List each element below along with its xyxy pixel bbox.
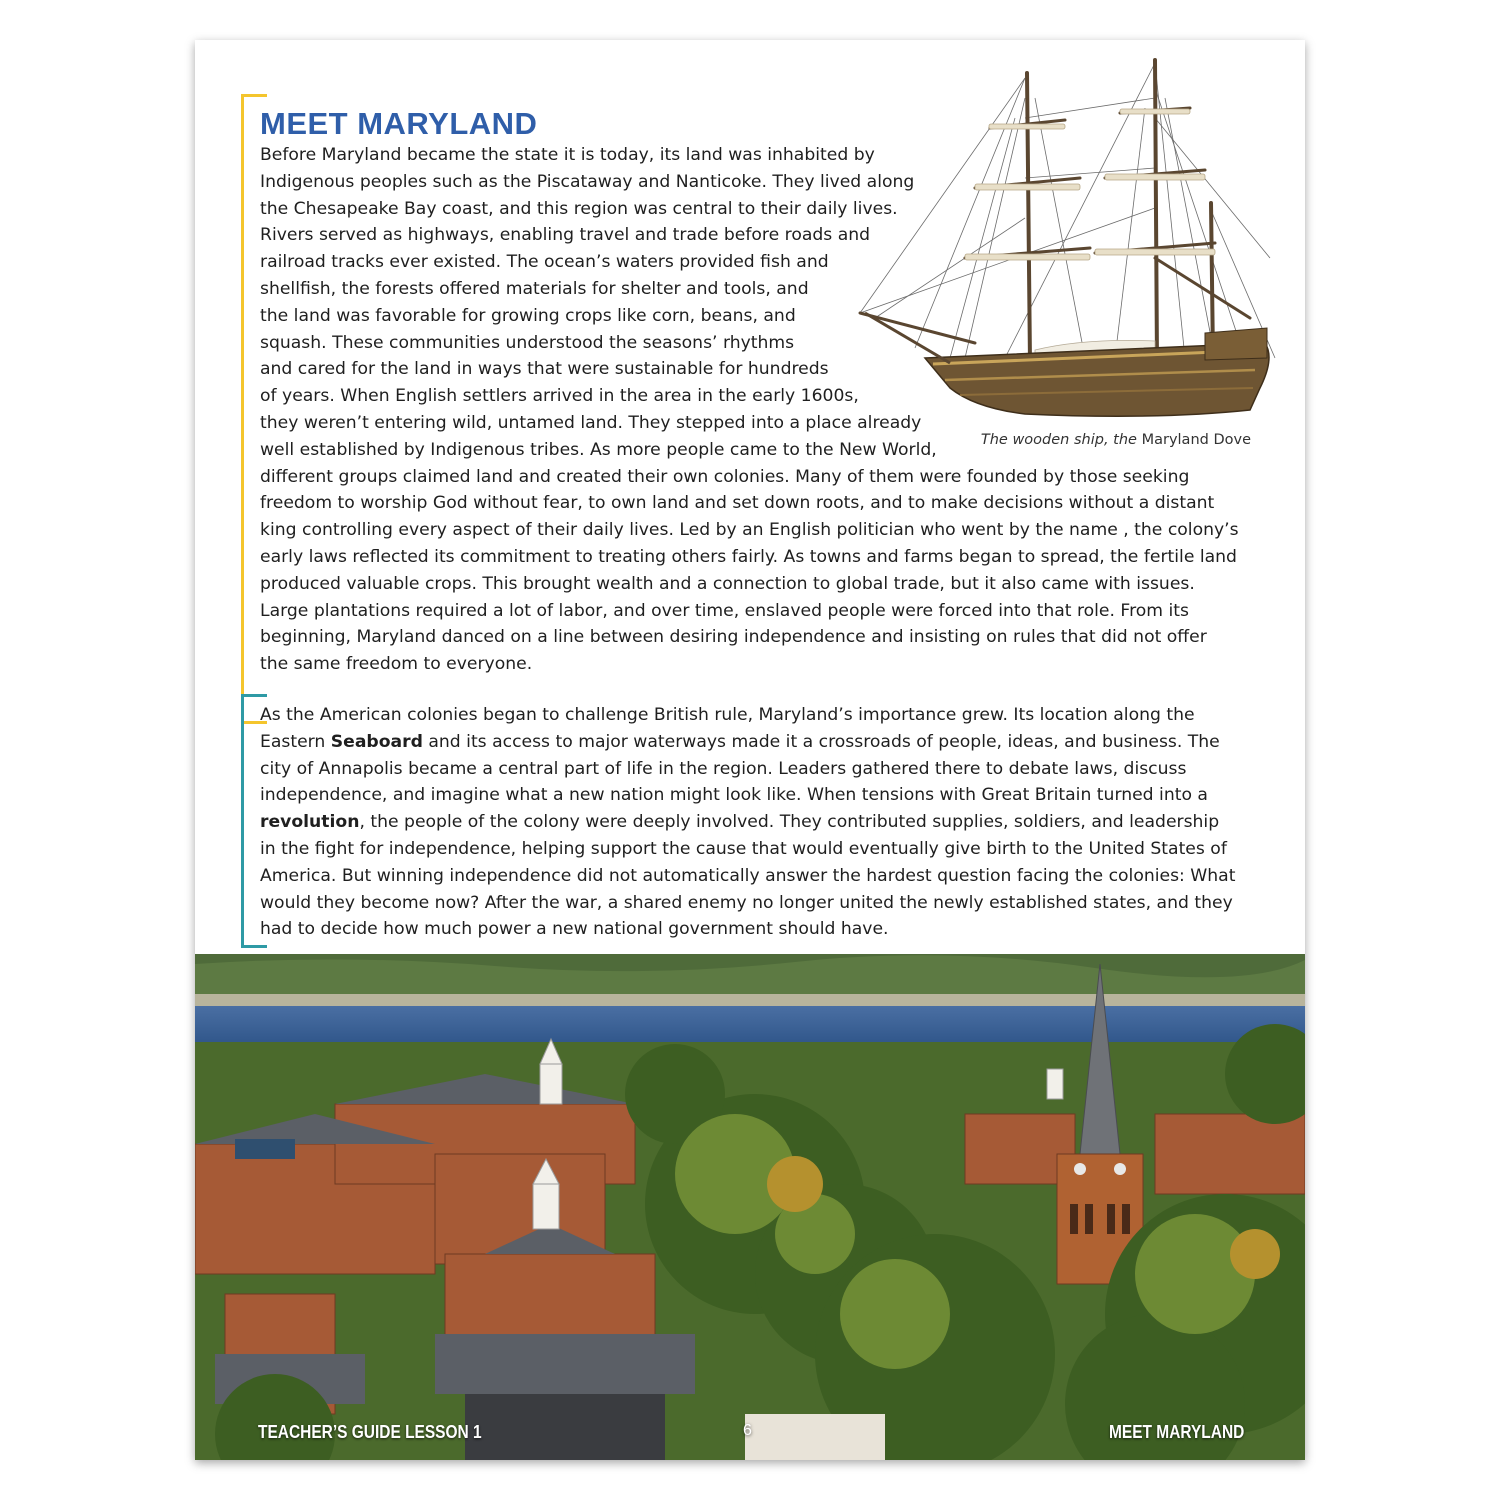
footer-section-label: MEET MARYLAND [1109,1422,1245,1442]
paragraph-1-line: king controlling every aspect of their daily lives. Led by an English politician who went by the name , the colony’s [260,520,1239,541]
paragraph-2-line: would they become now? After the war, a shared enemy no longer united the newly established states, and they [260,892,1233,913]
paragraph-1-line: beginning, Maryland danced on a line between desiring independence and insisting on rules that did not offer [260,627,1207,648]
paragraph-1-line: shellfish, the forests offered materials for shelter and tools, and [260,278,809,299]
paragraph-1-line: produced valuable crops. This brought wealth and a connection to global trade, but it also came with issues. [260,573,1195,594]
paragraph-2-line: had to decide how much power a new national government should have. [260,919,889,940]
page-number: 6 [743,1422,752,1439]
paragraph-1-line: early laws reflected its commitment to treating others fairly. As towns and farms began to spread, the fertile land [260,546,1237,567]
paragraph-1-line: railroad tracks ever existed. The ocean’s waters provided fish and [260,252,829,273]
footer-guide-label: TEACHER’S GUIDE LESSON 1 [258,1422,482,1442]
paragraph-2-line: America. But winning independence did not automatically answer the hardest question facing the colonies: What [260,865,1236,886]
paragraph-1-line: of years. When English settlers arrived in the area in the early 1600s, [260,386,859,407]
paragraph-1-line: squash. These communities understood the seasons’ rhythms [260,332,795,353]
paragraph-1-line: the land was favorable for growing crops like corn, beans, and [260,305,796,326]
page [195,40,1305,1460]
maryland-dove-ship-image [855,58,1280,428]
paragraph-1-line: well established by Indigenous tribes. As more people came to the New World, [260,439,937,460]
annapolis-aerial-photo [195,954,1305,1460]
paragraph-1-line: they weren’t entering wild, untamed land. They stepped into a place already [260,412,922,433]
paragraph-2-line: As the American colonies began to challenge British rule, Maryland’s importance grew. Its location along the [260,705,1195,725]
paragraph-1-line: and cared for the land in ways that were sustainable for hundreds [260,359,829,380]
paragraph-1-line: Before Maryland became the state it is today, its land was inhabited by [260,145,875,165]
ship-caption: The wooden ship, the Maryland Dove [980,432,1251,448]
paragraph-1-line: Indigenous peoples such as the Piscataway and Nanticoke. They lived along [260,171,915,192]
section-title: MEET MARYLAND [260,106,538,141]
term-revolution: revolution [260,812,360,833]
paragraph-1-line: different groups claimed land and created their own colonies. Many of them were founded by those seeking [260,466,1190,487]
paragraph-1-line: Rivers served as highways, enabling travel and trade before roads and [260,225,871,246]
paragraph-2 [260,702,1235,943]
paragraph-2-line: Eastern Seaboard and its access to major waterways made it a crossroads of people, ideas, and business. The [260,731,1220,752]
paragraph-1-line: freedom to worship God without fear, to own land and set down roots, and to make decisions without a distant [260,493,1215,514]
paragraph-1-line: the Chesapeake Bay coast, and this region was central to their daily lives. [260,198,898,219]
paragraph-2-line: city of Annapolis became a central part of life in the region. Leaders gathered there to debate laws, discuss [260,758,1187,779]
paragraph-2-line: revolution, the people of the colony were deeply involved. They contributed supplies, soldiers, and leadership [260,812,1220,833]
paragraph-2-line: in the fight for independence, helping support the cause that would eventually give birth to the United States of [260,838,1227,859]
paragraph-2-line: independence, and imagine what a new nation might look like. When tensions with Great Britain turned into a [260,785,1208,806]
paragraph-1-line: the same freedom to everyone. [260,654,533,675]
term-seaboard: Seaboard [330,731,423,752]
paragraph-1-line: Large plantations required a lot of labor, and over time, enslaved people were forced into that role. From its [260,600,1189,621]
